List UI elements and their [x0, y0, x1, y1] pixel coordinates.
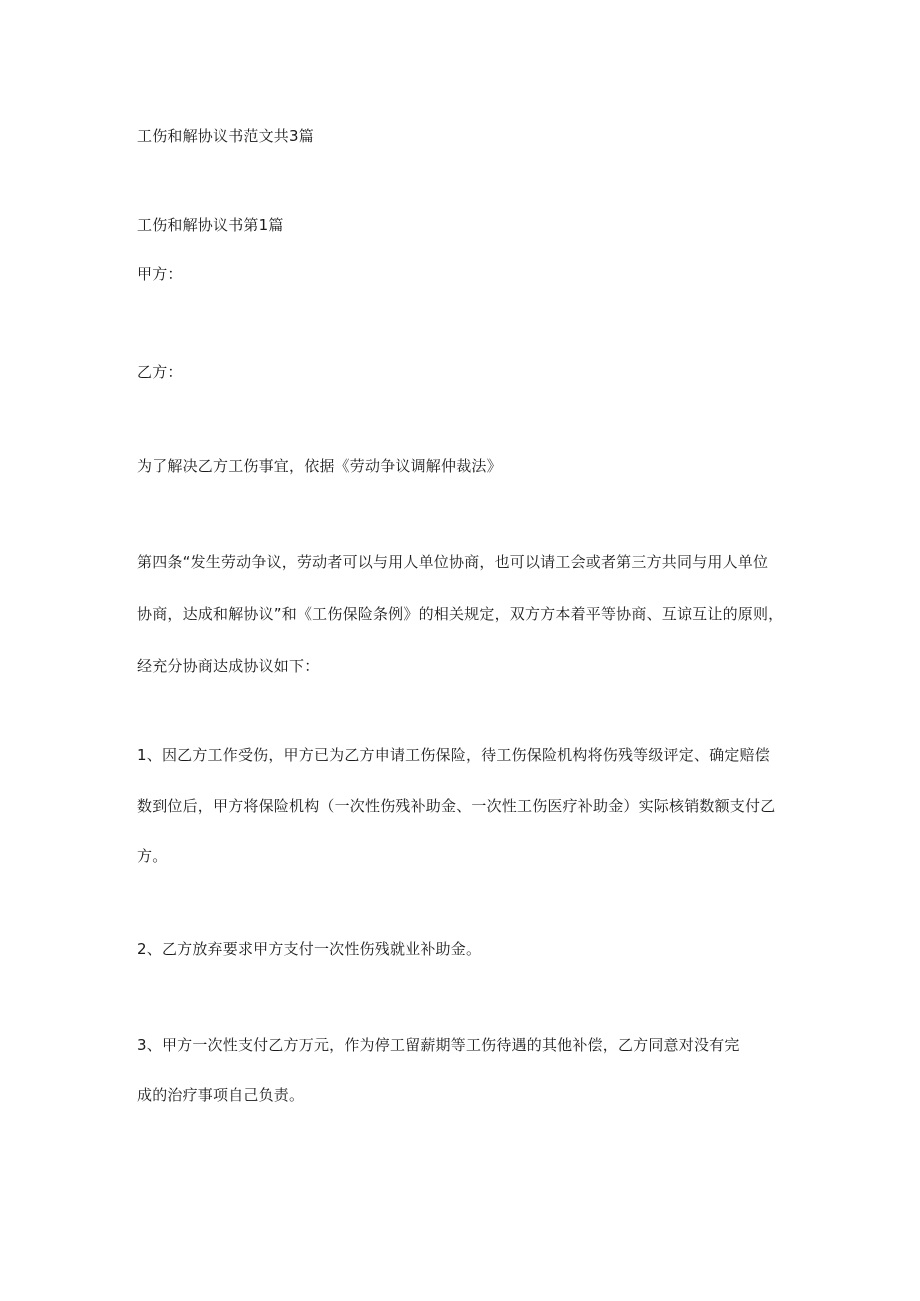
clause-1-line: 1、因乙方工作受伤，甲方已为乙方申请工伤保险，待工伤保险机构将伤残等级评定、确定赔偿	[137, 746, 770, 764]
intro-paragraph: 为了解决乙方工伤事宜，依据《劳动争议调解仲裁法》	[137, 457, 502, 475]
party-a-label: 甲方：	[137, 265, 183, 283]
section-heading: 工伤和解协议书第1篇	[137, 216, 284, 234]
party-b-label: 乙方：	[137, 363, 183, 381]
basis-paragraph-line: 协商，达成和解协议”和《工伤保险条例》的相关规定，双方方本着平等协商、互谅互让的原则，	[137, 605, 784, 623]
clause-1-line: 数到位后，甲方将保险机构（一次性伤残补助金、一次性工伤医疗补助金）实际核销数额支付乙	[137, 797, 776, 815]
clause-3-line: 3、甲方一次性支付乙方万元，作为停工留薪期等工伤待遇的其他补偿，乙方同意对没有完	[137, 1036, 740, 1054]
document-title: 工伤和解协议书范文共3篇	[137, 127, 314, 145]
basis-paragraph-line: 经充分协商达成协议如下：	[137, 657, 320, 675]
clause-3-line: 成的治疗事项自己负责。	[137, 1086, 305, 1104]
basis-paragraph-line: 第四条“发生劳动争议，劳动者可以与用人单位协商，也可以请工会或者第三方共同与用人单位	[137, 553, 769, 571]
clause-1-line: 方。	[137, 847, 168, 865]
clause-2: 2、乙方放弃要求甲方支付一次性伤残就业补助金。	[137, 940, 482, 958]
